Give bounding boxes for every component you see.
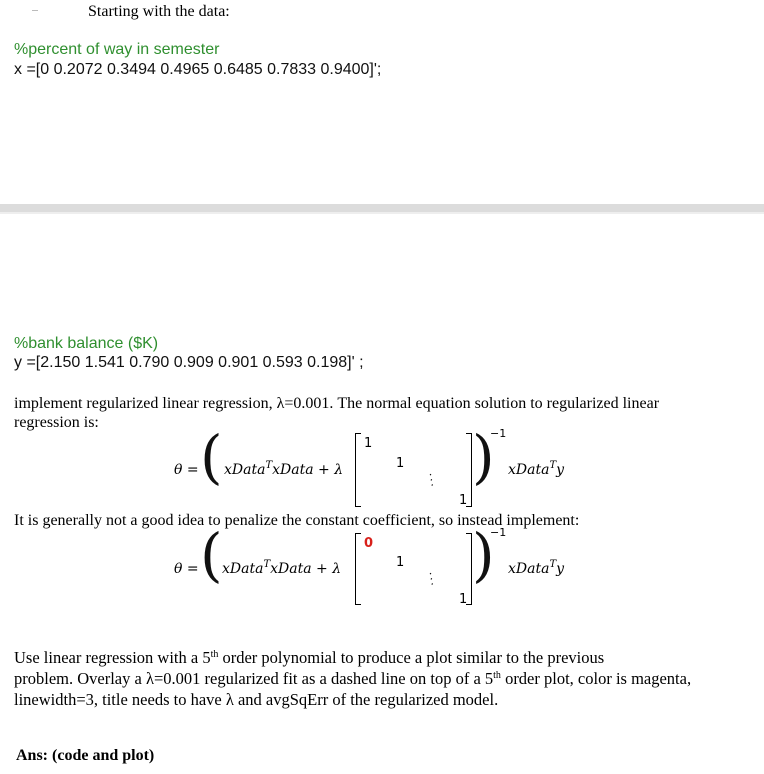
eq1-term2: xData + λ — [272, 462, 344, 478]
regularize-line-2: regression is: — [14, 414, 99, 431]
eq1-left-paren: ( — [200, 423, 223, 491]
intro-text: Starting with the data: — [88, 3, 230, 20]
margin-mark — [32, 10, 38, 11]
task-line-1 — [14, 648, 604, 667]
page-divider — [0, 204, 764, 212]
eq1-matrix-entry-2: 1 — [396, 456, 405, 471]
task-line-2 — [14, 669, 691, 688]
eq1-matrix-dots: ⋱ — [423, 472, 439, 488]
page-divider-shadow — [0, 212, 764, 214]
eq1-matrix-entry-3: 1 — [459, 493, 468, 508]
y-comment: %bank balance ($K) — [14, 335, 159, 352]
eq1-transpose: T — [265, 460, 273, 471]
eq1-rhs-transpose: T — [549, 460, 557, 471]
eq2-transpose: T — [263, 559, 271, 570]
task-line-3: linewidth=3, title needs to have λ and avgSqErr of the regularized model. — [14, 690, 499, 709]
eq1-right-paren: ) — [472, 423, 495, 491]
task-line-1-sup: th — [210, 649, 219, 660]
y-code: y =[2.150 1.541 0.790 0.909 0.901 0.593 0.198]' ; — [14, 354, 364, 371]
eq1-matrix-entry-1: 1 — [364, 436, 373, 451]
task-line-2-sup: th — [493, 670, 501, 681]
eq2-term2: xData + λ — [270, 561, 342, 577]
eq2-matrix-entry-zero: 0 — [364, 536, 374, 551]
eq1-lhs: θ = — [174, 462, 199, 478]
eq2-exponent: −1 — [490, 526, 507, 539]
eq1-term: xData — [224, 462, 266, 478]
eq2-rhs: xData — [508, 561, 550, 577]
eq2-matrix-left-bracket — [355, 533, 361, 605]
eq2-rhs-transpose: T — [549, 559, 557, 570]
eq2-left-paren: ( — [200, 521, 223, 589]
eq2-matrix-entry-2: 1 — [396, 555, 405, 570]
eq1-rhs-y: y — [556, 462, 565, 478]
penalize-text: It is generally not a good idea to penalize the constant coefficient, so instead implement: — [14, 512, 580, 529]
eq1-rhs: xData — [508, 462, 550, 478]
eq2-matrix-entry-3: 1 — [459, 592, 468, 607]
task-line-1b: order polynomial to produce a plot similar to the previous — [218, 648, 605, 667]
eq2-term: xData — [222, 561, 264, 577]
eq2-lhs: θ = — [174, 561, 199, 577]
eq1-exponent: −1 — [490, 427, 507, 440]
task-line-2a: problem. Overlay a λ=0.001 regularized fit as a dashed line on top of a 5 — [14, 669, 494, 688]
eq2-matrix-dots: ⋱ — [423, 571, 439, 587]
x-code: x =[0 0.2072 0.3494 0.4965 0.6485 0.7833 0.9400]'; — [14, 61, 382, 78]
eq2-right-paren: ) — [472, 521, 495, 589]
eq2-rhs-y: y — [556, 561, 565, 577]
task-line-1a: Use linear regression with a 5 — [14, 648, 211, 667]
regularize-line-1: implement regularized linear regression, λ=0.001. The normal equation solution to regularized linear — [14, 395, 660, 412]
x-comment: %percent of way in semester — [14, 41, 220, 58]
task-line-2b: order plot, color is magenta, — [500, 669, 692, 688]
answer-label: Ans: (code and plot) — [16, 747, 155, 764]
eq1-matrix-left-bracket — [355, 433, 361, 507]
